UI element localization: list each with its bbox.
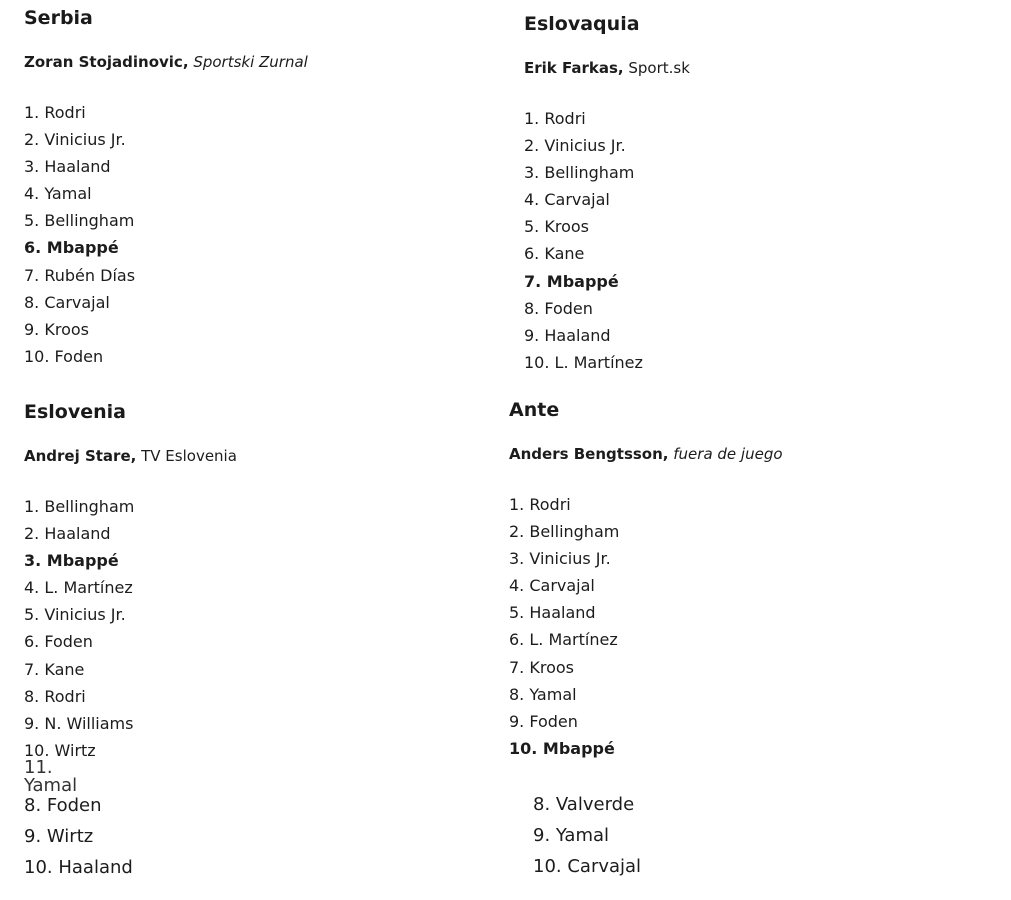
ranking-item: 3. Haaland: [24, 157, 111, 177]
ranking-item: 5. Bellingham: [24, 211, 135, 231]
voter-medium: TV Eslovenia: [141, 447, 237, 465]
ranking-item: 6. L. Martínez: [509, 630, 618, 650]
ranking-item: 8. Carvajal: [24, 292, 110, 312]
ranking-item: 1. Bellingham: [24, 497, 135, 516]
voter-medium: Sportski Zurnal: [193, 53, 308, 71]
ranking-item: 4. Yamal: [24, 184, 92, 204]
vote-block-eslovenia: [24, 400, 237, 764]
voter-line: [509, 444, 783, 464]
country-heading: Eslovenia: [24, 401, 126, 423]
country-heading: Ante: [509, 399, 560, 421]
ranking-item-highlight: 6. Mbappé: [24, 238, 119, 258]
voter-name: Anders Bengtsson,: [509, 445, 669, 463]
ranking-item: 2. Bellingham: [509, 522, 620, 542]
ranking-item: 9. Wirtz: [24, 826, 94, 847]
ranking-item: 4. Carvajal: [509, 576, 595, 596]
ranking-item: 4. L. Martínez: [24, 578, 133, 598]
ranking-item: 8. Valverde: [533, 794, 635, 815]
ranking-item: 1. Rodri: [524, 109, 586, 128]
vote-block-eslovaquia: [524, 12, 690, 376]
ranking-item: 8. Rodri: [24, 686, 86, 706]
clipped-ranking-item: [24, 757, 100, 796]
ranking-list: [24, 99, 308, 370]
clipped-ranking-text: 11. Yamal: [24, 757, 78, 796]
ranking-list: [24, 493, 237, 764]
ranking-item: 9. Haaland: [524, 325, 611, 345]
ranking-item: 3. Bellingham: [524, 163, 635, 183]
ranking-item: 2. Haaland: [24, 524, 111, 544]
ranking-item: 8. Foden: [524, 298, 593, 318]
voter-medium: Sport.sk: [628, 59, 690, 77]
ranking-item: 3. Vinicius Jr.: [509, 549, 611, 569]
ranking-item-highlight: 10. Mbappé: [509, 738, 615, 758]
ranking-item: 8. Foden: [24, 795, 102, 816]
ranking-item: 7. Rubén Días: [24, 265, 136, 285]
voter-name: Erik Farkas,: [524, 59, 624, 77]
ranking-item: 5. Kroos: [524, 217, 589, 237]
ranking-item: 10. Wirtz: [24, 740, 96, 760]
overflow-list-left: [24, 790, 133, 883]
country-heading: Serbia: [24, 7, 93, 29]
voter-line: [24, 446, 237, 466]
ranking-item: 10. Foden: [24, 346, 104, 366]
ranking-item: 4. Carvajal: [524, 190, 610, 210]
ranking-item: 1. Rodri: [24, 103, 86, 122]
ranking-item: 9. Foden: [509, 711, 578, 731]
ranking-list: [524, 105, 690, 376]
ranking-item: 5. Vinicius Jr.: [24, 605, 126, 625]
vote-block-ante: [509, 398, 783, 762]
ranking-item: 1. Rodri: [509, 495, 571, 514]
ranking-item: 6. Kane: [524, 244, 585, 264]
ranking-item: 2. Vinicius Jr.: [24, 130, 126, 150]
voter-line: [524, 58, 690, 78]
ranking-item: 9. Kroos: [24, 319, 89, 339]
ranking-item: 5. Haaland: [509, 603, 596, 623]
ranking-item-highlight: 7. Mbappé: [524, 271, 619, 291]
ranking-item: 9. Yamal: [533, 825, 610, 846]
vote-block-serbia: [24, 6, 308, 370]
ranking-item: 6. Foden: [24, 632, 93, 652]
voter-name: Zoran Stojadinovic,: [24, 53, 189, 71]
ranking-list: [24, 790, 133, 883]
ranking-item: 10. Haaland: [24, 857, 133, 878]
ranking-item: 7. Kroos: [509, 657, 574, 677]
ranking-list: [509, 491, 783, 762]
ranking-item: 2. Vinicius Jr.: [524, 136, 626, 156]
voter-name: Andrej Stare,: [24, 447, 137, 465]
ranking-item: 9. N. Williams: [24, 713, 134, 733]
ranking-item: 8. Yamal: [509, 684, 577, 704]
ranking-item-highlight: 3. Mbappé: [24, 551, 119, 571]
voter-medium: fuera de juego: [673, 445, 783, 463]
ranking-item: 10. L. Martínez: [524, 352, 643, 372]
ranking-item: 7. Kane: [24, 659, 85, 679]
ranking-item: 10. Carvajal: [533, 856, 642, 877]
country-heading: Eslovaquia: [524, 13, 640, 35]
overflow-list-right: [533, 789, 641, 882]
ranking-list: [533, 789, 641, 882]
voter-line: [24, 52, 308, 72]
